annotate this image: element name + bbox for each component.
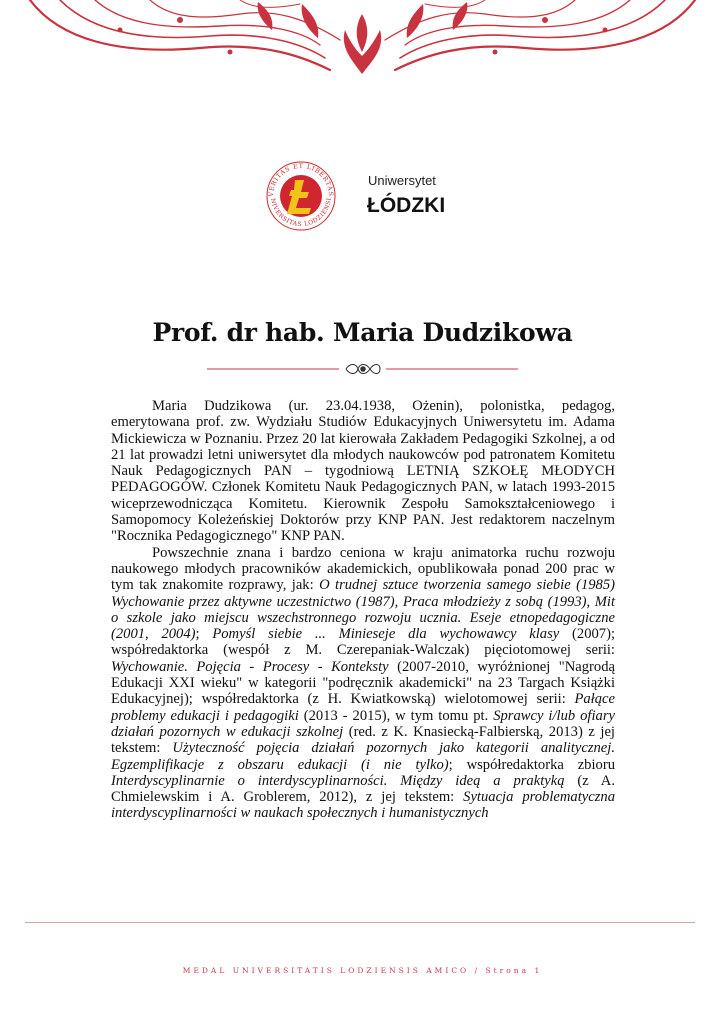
page-title: Prof. dr hab. Maria Dudzikowa [152, 318, 573, 347]
italic-title-run: Wychowanie. Pojęcia - Procesy - Konteksty [111, 658, 389, 675]
text-run: (z A. Chmielewskim i A. Groblerem, 2012), z jej tekstem: [111, 772, 615, 806]
text-run: ; [195, 626, 213, 643]
university-logo [265, 160, 465, 232]
svg-text:VERITAS ET LIBERTAS: VERITAS ET LIBERTAS [267, 162, 335, 197]
svg-text:UNIVERSITAS LODZIENSIS: NIVERSITAS LODZIENSI [269, 197, 333, 229]
page-footer: MEDAL UNIVERSITATIS LODZIENSIS AMICO / Strona 1 [182, 966, 543, 975]
text-run: (2013 - 2015), w tym tomu pt. [298, 707, 494, 724]
text-run: (2007); współredaktorka (wespół z M. Czerepaniak-Walczak) pięciotomowej serii: [111, 626, 615, 659]
footer-divider [25, 922, 695, 923]
italic-title-run: Sytuacja problematyczna interdyscyplinarności w naukach społecznych i humanistycznych [111, 789, 615, 822]
text-run: (2007-2010, wyróżnionej "Nagrodą Edukacji XXI wieku" w kategorii "podręcznik akademicki" na 23 Targach Książki Edukacyjnej); współredaktorka (z H. Kwiatkowską) wielotomowej serii: [111, 658, 615, 708]
text-run: (red. z K. Knasiecką-Falbierską, 2013) z jej tekstem: [111, 723, 615, 757]
italic-title-run: Interdyscyplinarnie o interdyscyplinarności. Między ideą a praktyką [111, 772, 565, 789]
italic-title-run: Sprawcy i/lub ofiary działań pozornych w edukacji szkolnej [111, 707, 615, 740]
header-ornament [0, 0, 725, 75]
text-run: ; współredaktorka zbioru [448, 756, 615, 773]
logo-wordmark-bottom: ŁÓDZKI [367, 194, 446, 217]
text-run: Powszechnie znana i bardzo ceniona w kraju animatorka ruchu rozwoju naukowego młodych pracowników akademickich, opublikowała ponad 200 prac w tym tak znakomite rozprawy, jak: [111, 544, 615, 594]
italic-title-run: Użyteczność pojęcia działań pozornych jako kategorii analitycznej. Egzemplifikacje z obszaru edukacji (i nie tylko) [111, 740, 615, 773]
title-divider [207, 359, 518, 379]
biography-text [111, 398, 615, 822]
text-run: Maria Dudzikowa (ur. 23.04.1938, Ożenin), polonistka, pedagog, emerytowana prof. zw. Wydziału Studiów Edukacyjnych Uniwersytetu im. Adama Mickiewicza w Poznaniu. Przez 20 lat kierowała Zakładem Pedagogiki Szkolnej, a od 21 lat prowadzi letni uniwersytet dla młodych naukowców pod patronatem Komitetu Nauk Pedagogicznych PAN – tygodniową LETNIĄ SZKOŁĘ MŁODYCH PEDAGOGÓW. Członek Komitetu Nauk Pedagogicznych PAN, w latach 1993-2015 wiceprzewodnicząca Komitetu. Kierownik Zespołu Samokształceniowego i Samopomocy Koleżeńskiej Doktorów przy KNP PAN. Jest redaktorem naczelnym "Rocznika Pedagogicznego" KNP PAN. [111, 398, 615, 545]
paragraph [111, 545, 615, 822]
italic-title-run: O trudnej sztuce tworzenia samego siebie (1985) Wychowanie przez aktywne uczestnictwo (1987), Praca młodzieży z sobą (1993), Mit o szkole jako miejscu wszechstronnego rozwoju ucznia. Eseje etnopedagogiczne (2001, 2004) [111, 577, 615, 643]
paragraph [111, 398, 615, 545]
italic-title-run: Pałące problemy edukacji i pedagogiki [111, 691, 615, 724]
logo-wordmark-top: Uniwersytet [368, 173, 436, 188]
italic-title-run: Pomyśl siebie ... Minieseje dla wychowawcy klasy [212, 626, 560, 643]
